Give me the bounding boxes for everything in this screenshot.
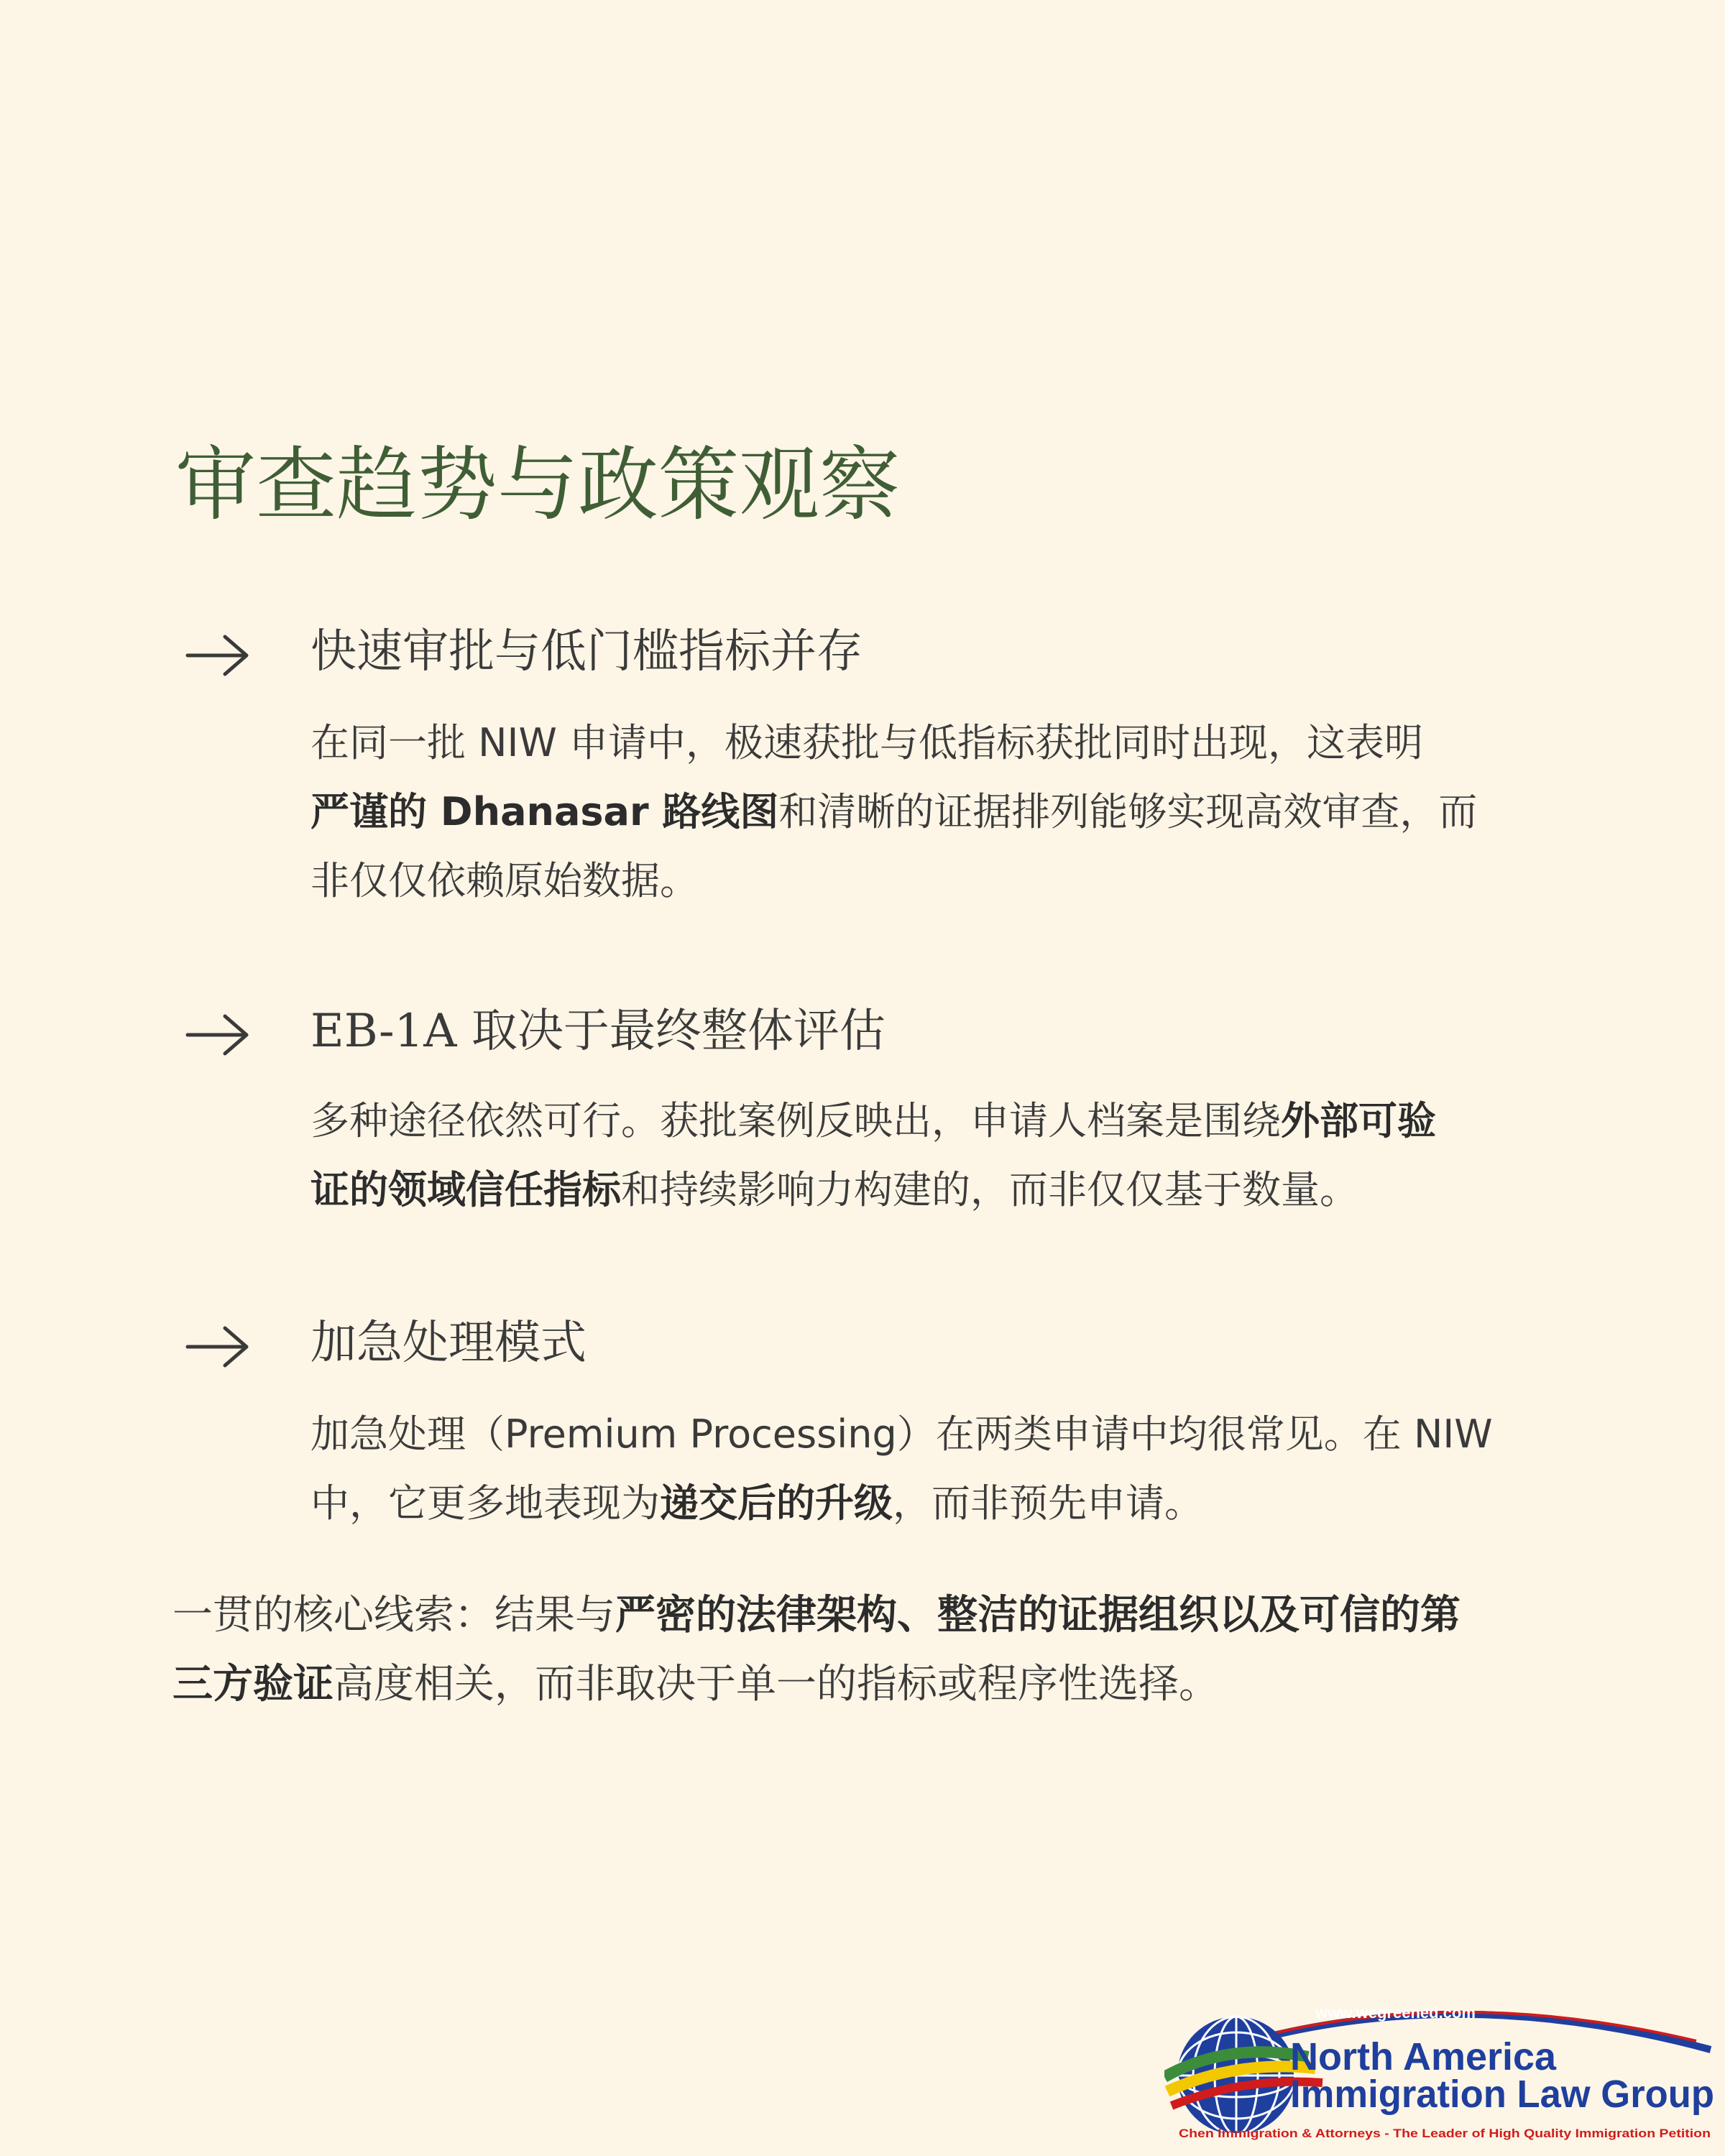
bold-emphasis: 严谨的 Dhanasar 路线图 (310, 789, 779, 834)
text-run: ，而非预先申请。 (893, 1480, 1203, 1526)
text-run: 和持续影响力构建的，而非仅仅基于数量。 (621, 1167, 1358, 1212)
page-title: 审查趋势与政策观察 (175, 438, 900, 532)
section-body (310, 1087, 1576, 1225)
bold-emphasis: 严密的法律架构、整洁的证据组织以及可信的第 (615, 1592, 1460, 1639)
section-heading: 快速审批与低门槛指标并存 (310, 625, 862, 678)
text-line (310, 1400, 1576, 1469)
text-line (172, 1650, 1567, 1719)
law-group-logo (1164, 1991, 1718, 2142)
arrow-right-icon (183, 1009, 252, 1061)
text-line (310, 847, 1576, 916)
text-line (310, 709, 1576, 778)
section-heading: 加急处理模式 (310, 1317, 586, 1370)
text-line (310, 1087, 1576, 1156)
text-run: 和清晰的证据排列能够实现高效审查，而 (778, 789, 1478, 834)
section-body (310, 1400, 1576, 1538)
arrow-right-icon (183, 1321, 252, 1373)
text-run: 一贯的核心线索：结果与 (172, 1592, 615, 1639)
text-run: 在同一批 NIW 申请中，极速获批与低指标获批同时出现，这表明 (310, 720, 1424, 765)
text-run: 多种途径依然可行。获批案例反映出，申请人档案是围绕 (310, 1098, 1281, 1143)
logo-tagline: Chen Immigration & Attorneys - The Leader of High Quality Immigration Petition (1179, 2127, 1711, 2140)
bold-emphasis: 证的领域信任指标 (310, 1167, 621, 1212)
logo-url: www.wegreened.com (1315, 2004, 1476, 2022)
bold-emphasis: 递交后的升级 (660, 1480, 893, 1526)
logo-name-line2: Immigration Law Group (1290, 2073, 1714, 2116)
arrow-right-icon (183, 630, 252, 681)
text-line (172, 1581, 1567, 1650)
bold-emphasis: 外部可验 (1281, 1098, 1436, 1143)
text-run: 高度相关，而非取决于单一的指标或程序性选择。 (334, 1661, 1219, 1708)
text-line (310, 778, 1576, 847)
text-line (310, 1156, 1576, 1225)
summary-paragraph (172, 1581, 1567, 1719)
text-run: 加急处理（Premium Processing）在两类申请中均很常见。在 NIW (310, 1411, 1493, 1457)
section-heading: EB-1A 取决于最终整体评估 (310, 1005, 886, 1058)
logo-name-line1: North America (1290, 2035, 1557, 2078)
text-run: 中，它更多地表现为 (310, 1480, 660, 1526)
text-run: 非仅仅依赖原始数据。 (310, 858, 699, 903)
section-body (310, 709, 1576, 916)
bold-emphasis: 三方验证 (172, 1661, 334, 1708)
text-line (310, 1469, 1576, 1538)
